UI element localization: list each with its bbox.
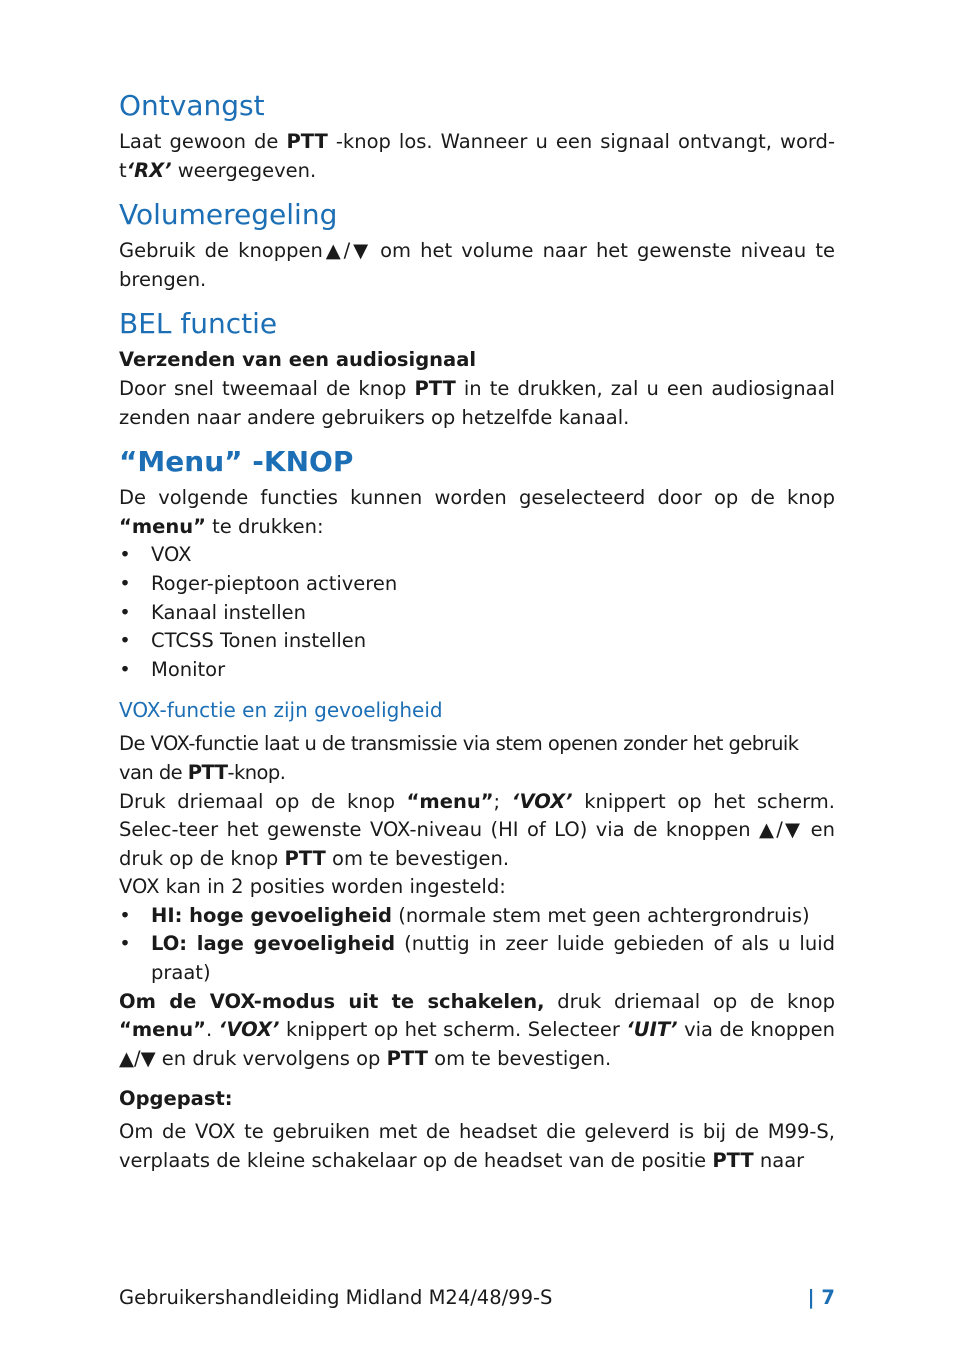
heading-menu: “Menu” -KNOP	[119, 445, 354, 479]
heading-volume: Volumeregeling	[119, 198, 338, 232]
heading-vox: VOX-functie en zijn gevoeligheid	[119, 698, 443, 723]
paragraph-vox-steps: Druk driemaal op de knop “menu”; ‘VOX’ knippert op het scherm. Selec-teer het gewenste VOX-niveau (HI of LO) via de knoppen ▲/▼ en druk op de knop PTT om te bevestigen.	[119, 789, 835, 870]
page-content	[119, 88, 835, 1175]
list-item: • CTCSS Tonen instellen	[119, 629, 367, 653]
section-ontvangst	[119, 88, 835, 185]
paragraph-vox-off: Om de VOX-modus uit te schakelen, druk driemaal op de knop “menu”. ‘VOX’ knippert op het scherm. Selecteer ‘UIT’ via de knoppen ▲/▼ en druk vervolgens op PTT om te bevestigen.	[119, 989, 835, 1070]
list-item-lo: • LO: lage gevoeligheid (nuttig in zeer luide gebieden of als u luid praat)	[119, 932, 835, 985]
heading-ontvangst: Ontvangst	[119, 89, 265, 122]
label-opgepast: Opgepast:	[119, 1087, 233, 1111]
menu-function-list	[119, 541, 835, 684]
footer-title: Gebruikershandleiding Midland M24/48/99-S	[119, 1286, 553, 1309]
section-opgepast	[119, 1085, 835, 1175]
list-item: • Kanaal instellen	[119, 600, 307, 624]
page-footer	[119, 1284, 835, 1312]
paragraph-vox-intro: De VOX-functie laat u de transmissie via stem openen zonder het gebruik van de PTT-knop.	[119, 732, 799, 784]
list-item: • Monitor	[119, 657, 226, 681]
page-number: | 7	[807, 1286, 835, 1309]
paragraph-bel: Door snel tweemaal de knop PTT in te drukken, zal u een audiosignaal zenden naar andere gebruikers op hetzelfde kanaal.	[119, 376, 835, 429]
section-bel	[119, 306, 835, 432]
paragraph-ontvangst: Laat gewoon de PTT -knop los. Wanneer u een signaal ontvangt, word-t‘RX’ weergegeven.	[119, 130, 835, 182]
heading-bel: BEL functie	[119, 307, 278, 341]
section-vox	[119, 696, 835, 1073]
subheading-bel: Verzenden van een audiosignaal	[119, 348, 477, 372]
paragraph-vox-positions: VOX kan in 2 posities worden ingesteld:	[119, 875, 506, 899]
section-volume	[119, 197, 835, 294]
vox-level-list	[119, 902, 835, 988]
paragraph-menu: De volgende functies kunnen worden geselecteerd door op de knop “menu” te drukken:	[119, 486, 835, 538]
list-item: • VOX	[119, 543, 192, 567]
section-menu	[119, 444, 835, 684]
list-item: • Roger-pieptoon activeren	[119, 571, 398, 595]
paragraph-volume: Gebruik de knoppen▲/▼ om het volume naar het gewenste niveau te brengen.	[119, 239, 835, 291]
list-item-hi: • HI: hoge gevoeligheid (normale stem met geen achtergrondruis)	[119, 903, 810, 927]
paragraph-opgepast: Om de VOX te gebruiken met de headset die geleverd is bij de M99-S, verplaats de kleine schakelaar op de headset van de positie PTT naar	[119, 1120, 835, 1172]
